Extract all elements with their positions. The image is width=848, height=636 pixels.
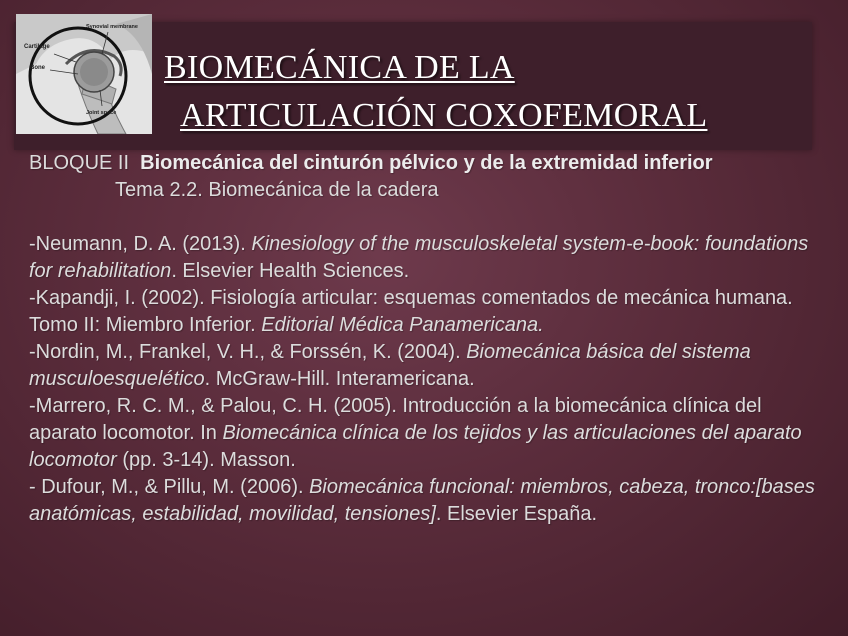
reference-publisher: . McGraw-Hill. Interamericana. <box>204 368 475 390</box>
reference-title: Kinesiology of the musculoskeletal system-e-book: foundations for rehabilitation <box>29 233 809 282</box>
reference-publisher: . Elsevier Health Sciences. <box>171 260 410 282</box>
tema-heading: Tema 2.2. Biomecánica de la cadera <box>115 179 439 201</box>
reference-item <box>29 474 829 528</box>
reference-text: -Kapandji, I. (2002). Fisiología articular: esquemas comentados de mecánica humana. Tomo II: Miembro Inferior. <box>29 287 793 336</box>
label-joint-space: Joint space <box>86 110 117 116</box>
bloque-subject: Biomecánica del cinturón pélvico y de la extremidad inferior <box>140 152 713 174</box>
reference-text: - Dufour, M., & Pillu, M. (2006). <box>29 476 310 498</box>
reference-text: -Nordin, M., Frankel, V. H., & Forssén, K. (2004). <box>29 341 467 363</box>
reference-text: -Neumann, D. A. (2013). <box>29 233 252 255</box>
label-bone: Bone <box>30 65 45 71</box>
reference-title: Biomecánica funcional: miembros, cabeza, tronco:[bases anatómicas, estabilidad, movilidad, tensiones] <box>29 476 815 525</box>
reference-item <box>29 393 829 474</box>
reference-text: -Marrero, R. C. M., & Palou, C. H. (2005). Introducción a la biomecánica clínica del aparato locomotor. In <box>29 395 762 444</box>
reference-item <box>29 285 829 339</box>
slide-title-line-1: BIOMECÁNICA DE LA <box>164 49 515 86</box>
label-cartilage: Cartilage <box>24 44 50 50</box>
spacer <box>29 204 829 231</box>
reference-item <box>29 339 829 393</box>
slide-body <box>29 150 829 528</box>
slide-title-line-2: ARTICULACIÓN COXOFEMORAL <box>180 97 708 134</box>
reference-publisher: (pp. 3-14). Masson. <box>116 449 296 471</box>
hip-joint-illustration <box>16 14 152 134</box>
reference-title: Biomecánica básica del sistema musculoesquelético <box>29 341 751 390</box>
bloque-label: BLOQUE II <box>29 152 130 174</box>
hip-joint-drawing <box>16 14 152 134</box>
bloque-heading <box>29 150 829 177</box>
label-synovial-membrane: Synovial membrane <box>86 24 138 30</box>
reference-title: Biomecánica clínica de los tejidos y las articulaciones del aparato locomotor <box>29 422 802 471</box>
reference-title: Editorial Médica Panamericana. <box>261 314 544 336</box>
reference-publisher: . Elsevier España. <box>435 503 598 525</box>
reference-item <box>29 231 829 285</box>
